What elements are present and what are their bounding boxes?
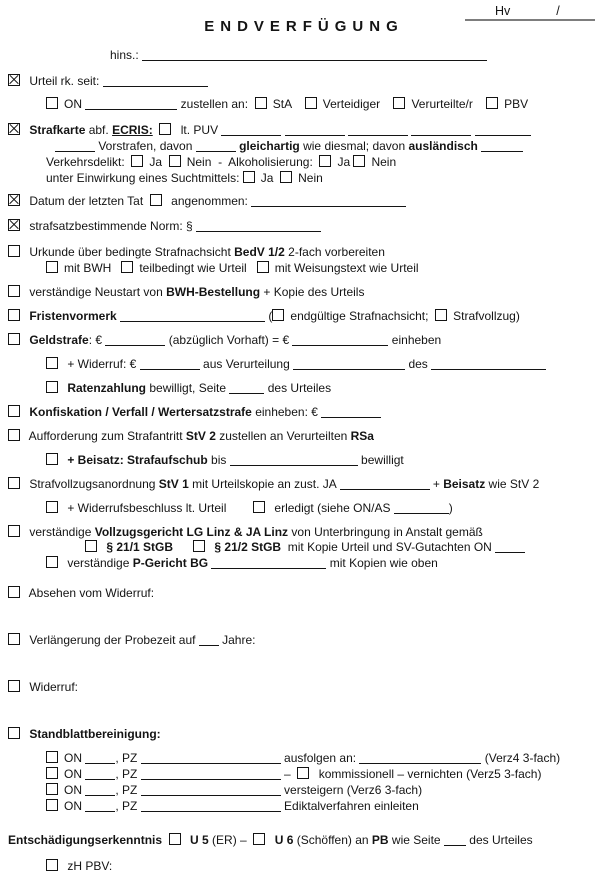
u5-checkbox[interactable] (169, 833, 181, 845)
line-absehen-widerruf (8, 586, 600, 600)
sb4-on-blank-field[interactable] (85, 800, 115, 812)
line-verkehrsdelikt (46, 155, 600, 169)
vollzugsgericht-text: von Unterbringung in Anstalt gemäß (288, 525, 483, 539)
standblattbereinigung-text: Standblattbereinigung: (26, 727, 161, 741)
beisatz-strafaufschub-checkbox[interactable] (46, 453, 58, 465)
urkunde-optionen-text: mit Weisungstext wie Urteil (274, 261, 419, 275)
on-zustellen-text: PBV (504, 97, 529, 111)
on-nummer-blank-field[interactable] (85, 98, 177, 110)
geldstrafe-widerruf-text: + Widerruf: € (64, 357, 140, 371)
konfiskation-text: einheben: € (251, 405, 322, 419)
erledigt-checkbox[interactable] (253, 501, 265, 513)
auslaendisch-anzahl-blank-field[interactable] (481, 140, 523, 152)
standblattbereinigung-checkbox[interactable] (8, 727, 20, 739)
absehen-widerruf-text: Absehen vom Widerruf: (26, 586, 155, 600)
verkehrsdelikt-text: Ja (149, 155, 169, 169)
on-zustellen-text: zustellen an: (177, 97, 255, 111)
bwh-neustart-text: verständige Neustart von (26, 285, 167, 299)
standblatt-3-checkbox[interactable] (46, 783, 58, 795)
widerruf-betrag-blank-field[interactable] (140, 358, 200, 370)
datum-letzte-tat-text: Datum der letzten Tat (26, 194, 150, 208)
sb3-pz-blank-field[interactable] (141, 784, 281, 796)
line-ratenzahlung (46, 381, 600, 395)
line-standblatt-row-1 (46, 751, 600, 765)
standblatt-row-3-text: , PZ (115, 783, 141, 797)
line-on-zustellen (46, 97, 600, 111)
urteil-rk-seit-text: Urteil rk. seit: (26, 74, 103, 88)
on-as-blank-field[interactable] (394, 502, 449, 514)
p-gericht-text: mit Kopien wie oben (326, 556, 438, 570)
entschaedigungserkenntnis-text: U 6 (271, 833, 294, 847)
line-standblattbereinigung (8, 727, 600, 741)
standblatt-row-3-text: versteigern (Verz6 3-fach) (280, 783, 423, 797)
ratenzahlung-seite-blank-field[interactable] (229, 382, 264, 394)
bwh-neustart-text: BWH-Bestellung (166, 285, 261, 299)
standblatt-row-3-text: ON (64, 783, 86, 797)
strafsatz-norm-text: strafsatzbestimmende Norm: § (26, 219, 197, 233)
vorstrafen-text: Vorstrafen, davon (95, 139, 196, 153)
strafkarte-ecris-text: abf. (85, 123, 113, 137)
entschaedigungserkenntnis-text: Entschädigungserkenntnis (8, 833, 169, 847)
probezeit-jahre-blank-field[interactable] (199, 634, 219, 646)
par21-optionen-text (173, 540, 193, 554)
zh-pbv-text: zH PBV: (64, 859, 113, 873)
line-geldstrafe-widerruf (46, 357, 600, 371)
on-zustellen-text: Verurteilte/r (411, 97, 487, 111)
strafkarte-ecris-text (153, 123, 160, 137)
p-gericht-bg-blank-field[interactable] (211, 557, 326, 569)
standblatt-row-2-text: ON (64, 767, 86, 781)
strafantritt-stv2-text: RSa (350, 429, 374, 443)
strafvollzug-checkbox[interactable] (435, 309, 447, 321)
zustellen-verteidiger-checkbox[interactable] (305, 97, 317, 109)
line-strafvollzugsanordnung-stv1 (8, 477, 600, 491)
datum-angenommen-checkbox[interactable] (150, 194, 162, 206)
konfiskation-checkbox[interactable] (8, 405, 20, 417)
geldstrafe-betrag-blank-field[interactable] (105, 334, 165, 346)
beisatz-strafaufschub-text: bewilligt (357, 453, 404, 467)
ratenzahlung-text: Ratenzahlung (64, 381, 147, 395)
ratenzahlung-checkbox[interactable] (46, 381, 58, 393)
strafsatz-norm-checkbox[interactable] (8, 219, 20, 231)
urteil-rk-seit-checkbox[interactable] (8, 74, 20, 86)
entschaedigungserkenntnis-text: (ER) – (208, 833, 254, 847)
on-zustellen-text: Verteidiger (322, 97, 394, 111)
puv-2-blank-field[interactable] (285, 124, 345, 136)
gleichartig-anzahl-blank-field[interactable] (196, 140, 236, 152)
urkunde-strafnachsicht-text: Urkunde über bedingte Strafnachsicht (26, 245, 235, 259)
sb2-on-blank-field[interactable] (85, 768, 115, 780)
standblatt-row-4-text: , PZ (115, 799, 141, 813)
strafvollzugsanordnung-stv1-text: wie StV 2 (485, 477, 540, 491)
sb1-ausfolgen-an-blank-field[interactable] (359, 752, 481, 764)
angenommen-datum-blank-field[interactable] (251, 195, 406, 207)
on-zustellen-text: ON (64, 97, 86, 111)
on-zustellen-checkbox[interactable] (46, 97, 58, 109)
geldstrafe-text: einheben (388, 333, 442, 347)
form-body (8, 48, 600, 873)
geldstrafe-rest-blank-field[interactable] (292, 334, 388, 346)
line-geldstrafe (8, 333, 600, 347)
line-datum-letzte-tat (8, 194, 600, 208)
strafvollzugsanordnung-stv1-text: Strafvollzugsanordnung (26, 477, 159, 491)
urkunde-optionen-text: teilbedingt wie Urteil (139, 261, 257, 275)
konfiskation-betrag-blank-field[interactable] (321, 406, 381, 418)
strafantritt-checkbox[interactable] (8, 429, 20, 441)
case-number-field[interactable] (465, 4, 595, 21)
line-fristenvormerk (8, 309, 600, 323)
case-number-separator: / (556, 4, 560, 18)
line-widerruf (8, 680, 600, 694)
entschaedigungserkenntnis-text: des Urteiles (465, 833, 533, 847)
puv-3-blank-field[interactable] (348, 124, 408, 136)
strafvollzugsanordnung-stv1-text: + (429, 477, 444, 491)
fristenvormerk-text: Strafvollzug) (453, 309, 520, 323)
entschaedigungserkenntnis-text: PB (371, 833, 389, 847)
strafkarte-checkbox[interactable] (8, 123, 20, 135)
alkoholisierung-ja-checkbox[interactable] (319, 155, 331, 167)
teilbedingt-checkbox[interactable] (121, 261, 133, 273)
strafantritt-stv2-text: StV 2 (185, 429, 216, 443)
urkunde-optionen-text: mit BWH (64, 261, 122, 275)
urkunde-strafnachsicht-text: BedV 1/2 (234, 245, 285, 259)
standblatt-2-checkbox[interactable] (46, 767, 58, 779)
par21-2-checkbox[interactable] (193, 540, 205, 552)
vorstrafen-anzahl-blank-field[interactable] (55, 140, 95, 152)
sb2-pz-blank-field[interactable] (141, 768, 281, 780)
verkehrsdelikt-ja-checkbox[interactable] (131, 155, 143, 167)
datum-letzte-tat-text: angenommen: (167, 194, 252, 208)
suchtmittel-text: unter Einwirkung eines Suchtmittels: (46, 171, 243, 185)
strafkarte-ecris-text: ECRIS: (112, 123, 153, 137)
urteil-rk-datum-blank-field[interactable] (103, 75, 208, 87)
puv-5-blank-field[interactable] (475, 124, 531, 136)
standblatt-1-checkbox[interactable] (46, 751, 58, 763)
entschaedigungserkenntnis-text: wie Seite (388, 833, 444, 847)
vorstrafen-text: wie diesmal; davon (299, 139, 409, 153)
puv-1-blank-field[interactable] (221, 124, 281, 136)
zustellen-sta-checkbox[interactable] (255, 97, 267, 109)
standblatt-row-2-text: – (280, 767, 298, 781)
line-strafkarte-ecris (8, 123, 600, 137)
suchtmittel-ja-checkbox[interactable] (243, 171, 255, 183)
geldstrafe-widerruf-text: des (405, 357, 432, 371)
strafantritt-stv2-text: zustellen an Verurteilten (215, 429, 351, 443)
standblatt-row-1-text: ausfolgen an: (280, 751, 360, 765)
line-urkunde-strafnachsicht (8, 245, 600, 259)
sb3-on-blank-field[interactable] (85, 784, 115, 796)
widerrufsbeschluss-text: + Widerrufsbeschluss lt. Urteil (64, 501, 254, 515)
urkunde-strafnachsicht-checkbox[interactable] (8, 245, 20, 257)
geldstrafe-text: : € (88, 333, 106, 347)
standblatt-row-4-text: ON (64, 799, 86, 813)
sb4-pz-blank-field[interactable] (141, 800, 281, 812)
case-type-label: Hv (495, 4, 511, 18)
vollzugsgericht-checkbox[interactable] (8, 525, 20, 537)
probezeit-verlaengerung-text: Jahre: (218, 633, 256, 647)
pb-seite-blank-field[interactable] (444, 834, 466, 846)
verkehrsdelikt-text: Nein (371, 155, 397, 169)
vorstrafen-text: gleichartig (239, 139, 300, 153)
ratenzahlung-text: bewilligt, Seite (146, 381, 230, 395)
verkehrsdelikt-text: Nein - Alkoholisierung: (186, 155, 320, 169)
standblatt-row-1-text: ON (64, 751, 86, 765)
p-gericht-text: P-Gericht BG (132, 556, 209, 570)
probezeit-verlaengerung-checkbox[interactable] (8, 633, 20, 645)
line-vorstrafen (55, 139, 600, 153)
form-title: ENDVERFÜGUNG (204, 18, 404, 35)
line-urteil-rk-seit (8, 74, 600, 88)
kommissionell-checkbox[interactable] (297, 767, 309, 779)
sb1-on-blank-field[interactable] (85, 752, 115, 764)
strafvollzugsanordnung-stv1-text: Beisatz (443, 477, 486, 491)
stv1-checkbox[interactable] (8, 477, 20, 489)
konfiskation-text: Konfiskation / Verfall / Wertersatzstrafe (26, 405, 252, 419)
verkehrsdelikt-text: Verkehrsdelikt: (46, 155, 132, 169)
widerruf-verurteilung-blank-field[interactable] (293, 358, 405, 370)
line-probezeit-verlaengerung (8, 633, 600, 647)
widerruf-des-blank-field[interactable] (431, 358, 546, 370)
verkehrsdelikt-text: Ja (337, 155, 354, 169)
vollzugsgericht-text: verständige (26, 525, 95, 539)
norm-blank-field[interactable] (196, 220, 321, 232)
widerrufsbeschluss-text: ) (448, 501, 453, 515)
standblatt-row-1-text: , PZ (115, 751, 141, 765)
standblatt-row-2-text: kommissionell – vernichten (Verz5 3-fach) (315, 767, 542, 781)
bwh-neustart-checkbox[interactable] (8, 285, 20, 297)
strafkarte-ecris-text: lt. PUV (177, 123, 222, 137)
beisatz-strafaufschub-text: + Beisatz: Strafaufschub (64, 453, 208, 467)
zustellen-pbv-checkbox[interactable] (486, 97, 498, 109)
standblatt-row-4-text: Ediktalverfahren einleiten (280, 799, 419, 813)
lt-puv-checkbox[interactable] (159, 123, 171, 135)
widerrufsbeschluss-text: erledigt (siehe ON/AS (271, 501, 394, 515)
widerruf-text: Widerruf: (26, 680, 79, 694)
strafaufschub-bis-blank-field[interactable] (230, 454, 358, 466)
line-konfiskation (8, 405, 600, 419)
fristenvormerk-text: ( (265, 309, 273, 323)
strafkarte-ecris-text: Strafkarte (26, 123, 86, 137)
widerrufsbeschluss-checkbox[interactable] (46, 501, 58, 513)
verkehrsdelikt-nein-checkbox[interactable] (169, 155, 181, 167)
u6-checkbox[interactable] (253, 833, 265, 845)
entschaedigungserkenntnis-text: U 5 (186, 833, 209, 847)
par21-optionen-text: § 21/2 StGB (211, 540, 282, 554)
ratenzahlung-text: des Urteiles (264, 381, 332, 395)
line-urkunde-optionen (46, 261, 600, 275)
fristenvormerk-checkbox[interactable] (8, 309, 20, 321)
fristenvormerk-text: Fristenvormerk (26, 309, 117, 323)
absehen-widerruf-checkbox[interactable] (8, 586, 20, 598)
alkoholisierung-nein-checkbox[interactable] (353, 155, 365, 167)
line-standblatt-row-2 (46, 767, 600, 781)
beisatz-strafaufschub-text: bis (207, 453, 230, 467)
suchtmittel-nein-checkbox[interactable] (280, 171, 292, 183)
vollzugsgericht-text: Vollzugsgericht LG Linz & JA Linz (94, 525, 289, 539)
endgueltige-strafnachsicht-checkbox[interactable] (272, 309, 284, 321)
zustellen-verurteilter-checkbox[interactable] (393, 97, 405, 109)
strafvollzugsanordnung-stv1-text: mit Urteilskopie an zust. JA (188, 477, 340, 491)
stv1-ja-blank-field[interactable] (340, 478, 430, 490)
geldstrafe-widerruf-text: aus Verurteilung (199, 357, 294, 371)
line-standblatt-row-3 (46, 783, 600, 797)
geldstrafe-text: Geldstrafe (26, 333, 89, 347)
strafvollzugsanordnung-stv1-text: StV 1 (158, 477, 189, 491)
line-p-gericht (46, 556, 600, 570)
geldstrafe-checkbox[interactable] (8, 333, 20, 345)
suchtmittel-text: Nein (298, 171, 323, 185)
line-widerrufsbeschluss (46, 501, 600, 515)
line-vollzugsgericht (8, 525, 600, 539)
par21-1-checkbox[interactable] (85, 540, 97, 552)
line-suchtmittel (46, 171, 600, 185)
sv-gutachten-on-blank-field[interactable] (495, 541, 525, 553)
line-strafsatz-norm (8, 219, 600, 233)
urkunde-strafnachsicht-text: 2-fach vorbereiten (284, 245, 385, 259)
sb1-pz-blank-field[interactable] (141, 752, 281, 764)
on-zustellen-text: StA (272, 97, 305, 111)
puv-4-blank-field[interactable] (411, 124, 471, 136)
line-strafantritt-stv2 (8, 429, 600, 443)
bwh-neustart-text: + Kopie des Urteils (260, 285, 365, 299)
probezeit-verlaengerung-text: Verlängerung der Probezeit auf (26, 633, 199, 647)
p-gericht-checkbox[interactable] (46, 556, 58, 568)
datum-letzte-tat-checkbox[interactable] (8, 194, 20, 206)
standblatt-row-2-text: , PZ (115, 767, 141, 781)
mit-bwh-checkbox[interactable] (46, 261, 58, 273)
zh-pbv-checkbox[interactable] (46, 859, 58, 871)
line-hins (110, 48, 600, 62)
weisungstext-checkbox[interactable] (257, 261, 269, 273)
entschaedigungserkenntnis-text: (Schöffen) an (293, 833, 372, 847)
line-entschaedigungserkenntnis (8, 833, 600, 847)
p-gericht-text: verständige (64, 556, 133, 570)
par21-optionen-text: § 21/1 StGB (103, 540, 174, 554)
par21-optionen-text: mit Kopie Urteil und SV-Gutachten ON (281, 540, 496, 554)
vorstrafen-text: ausländisch (408, 139, 478, 153)
standblatt-4-checkbox[interactable] (46, 799, 58, 811)
line-bwh-neustart (8, 285, 600, 299)
standblatt-row-1-text: (Verz4 3-fach) (481, 751, 561, 765)
suchtmittel-text: Ja (260, 171, 281, 185)
geld-widerruf-checkbox[interactable] (46, 357, 58, 369)
geldstrafe-text: (abzüglich Vorhaft) = € (165, 333, 293, 347)
line-beisatz-strafaufschub (46, 453, 600, 467)
widerruf-checkbox[interactable] (8, 680, 20, 692)
fristenvormerk-text: endgültige Strafnachsicht; (290, 309, 436, 323)
line-zh-pbv (46, 859, 600, 873)
line-par21-optionen (85, 540, 600, 554)
hins-blank-field[interactable] (142, 49, 487, 61)
line-standblatt-row-4 (46, 799, 600, 813)
fristenvormerk-datum-blank-field[interactable] (120, 310, 265, 322)
hins-text: hins.: (110, 48, 143, 62)
strafantritt-stv2-text: Aufforderung zum Strafantritt (26, 429, 186, 443)
